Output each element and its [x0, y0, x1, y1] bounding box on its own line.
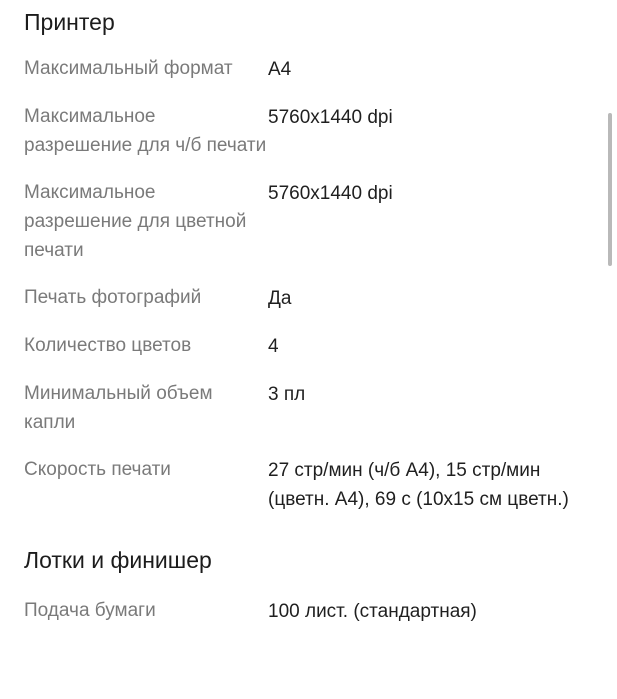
spec-row-bw-resolution — [24, 102, 594, 160]
spec-label: Подача бумаги — [24, 600, 156, 621]
spec-label: Минимальный объем капли — [24, 383, 213, 433]
spec-label: Печать фотографий — [24, 287, 202, 308]
spec-value: 27 стр/мин (ч/б А4), 15 стр/мин (цветн. А4), 69 с (10x15 см цветн.) — [268, 460, 569, 510]
spec-value: 5760x1440 dpi — [268, 107, 393, 128]
spec-label: Скорость печати — [24, 459, 171, 480]
spec-row-print-speed — [24, 455, 594, 514]
spec-value: 100 лист. (стандартная) — [268, 601, 477, 622]
spec-value: 3 пл — [268, 384, 306, 405]
spec-value: A4 — [268, 59, 292, 80]
section-title-trays-finisher: Лотки и финишер — [24, 547, 212, 573]
spec-row-max-format — [24, 54, 594, 84]
spec-value: Да — [268, 288, 292, 309]
scrollbar-thumb[interactable] — [608, 113, 612, 266]
spec-label: Максимальное разрешение для ч/б печати — [24, 106, 267, 156]
spec-row-color-resolution — [24, 178, 594, 265]
spec-row-min-drop-volume — [24, 379, 594, 437]
spec-value: 4 — [268, 336, 279, 357]
spec-row-photo-printing — [24, 283, 594, 313]
spec-label: Максимальный формат — [24, 58, 233, 79]
spec-row-color-count — [24, 331, 594, 361]
section-title-printer: Принтер — [24, 9, 115, 35]
spec-list — [24, 0, 594, 644]
spec-label: Максимальное разрешение для цветной печати — [24, 182, 247, 261]
spec-row-paper-feed — [24, 596, 594, 626]
spec-label: Количество цветов — [24, 335, 192, 356]
spec-value: 5760x1440 dpi — [268, 183, 393, 204]
